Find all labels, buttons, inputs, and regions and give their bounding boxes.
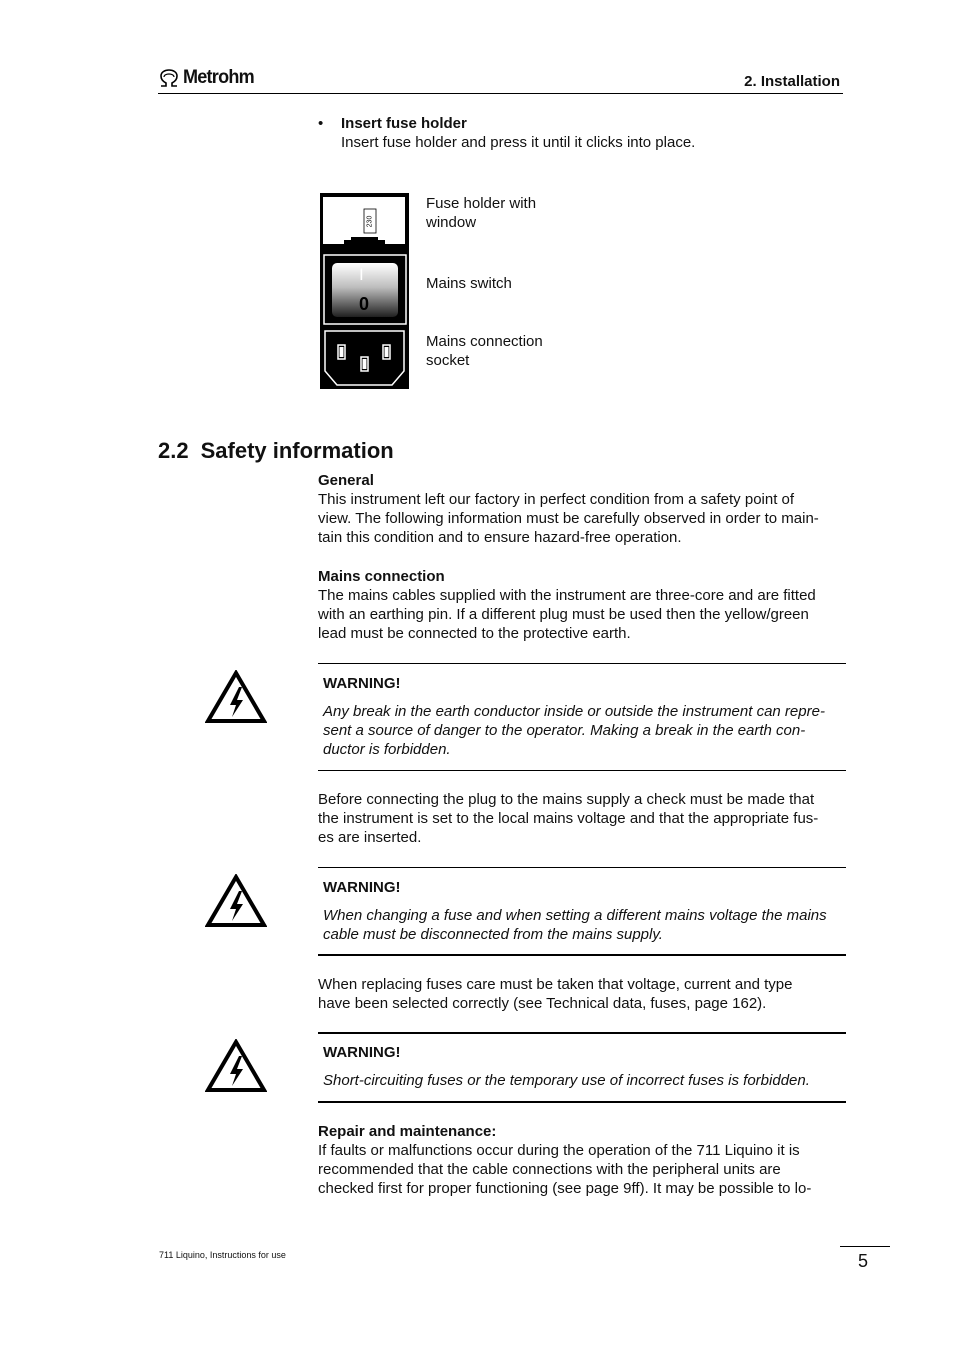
warning-box: WARNING! Any break in the earth conductor inside or outside the instrument can repre- sent a source of danger to the operator. Making a break in the earth con- ductor is forbidden. xyxy=(323,674,848,759)
repair-maintenance-block: Repair and maintenance: If faults or malfunctions occur during the operation of the 711 Liquino it is recommended that the cable connections with the peripheral units are checked first for proper functioning (see page 9ff). It may be possible to lo- xyxy=(318,1122,848,1198)
warning-rule-bottom xyxy=(318,954,846,956)
fuse-holder-label: Fuse holder with window xyxy=(426,195,537,231)
brand-name: Metrohm xyxy=(183,67,254,88)
header-divider xyxy=(158,93,843,94)
paragraph-before-connecting: Before connecting the plug to the mains supply a check must be made that the instrument is set to the local mains voltage and that the appropriate fus- es are inserted. xyxy=(318,791,819,846)
warning-box: WARNING! When changing a fuse and when setting a different mains voltage the mains cable must be disconnected from the mains supply. xyxy=(323,878,848,944)
mains-connection-heading: Mains connection xyxy=(318,568,445,585)
bullet: • xyxy=(318,115,324,132)
warning-rule-bottom xyxy=(318,770,846,771)
warning-title: WARNING! xyxy=(323,879,401,896)
warning-box: WARNING! Short-circuiting fuses or the temporary use of incorrect fuses is forbidden. xyxy=(323,1043,848,1090)
power-entry-module-figure xyxy=(320,193,409,389)
fuse-voltage-value: 230 xyxy=(366,215,374,227)
page-number-rule xyxy=(840,1246,890,1247)
general-heading: General xyxy=(318,472,374,489)
fuse-voltage-window xyxy=(364,209,376,233)
high-voltage-warning-icon xyxy=(205,1039,267,1093)
high-voltage-warning-icon xyxy=(205,670,267,724)
step-title: Insert fuse holder xyxy=(341,115,467,132)
high-voltage-warning-icon xyxy=(205,874,267,928)
warning-rule-bottom xyxy=(318,1101,846,1103)
warning-rule-top xyxy=(318,1032,846,1034)
page-number: 5 xyxy=(858,1251,869,1271)
step-text: Insert fuse holder and press it until it clicks into place. xyxy=(341,134,696,151)
warning-title: WARNING! xyxy=(323,1044,401,1061)
warning-rule-top xyxy=(318,867,846,868)
paragraph-replacing-fuses: When replacing fuses care must be taken that voltage, current and type have been selected correctly (see Technical data, fuses, page 162). xyxy=(318,976,793,1012)
warning-rule-top xyxy=(318,663,846,664)
metrohm-omega-icon xyxy=(158,68,180,88)
mains-switch-label: Mains switch xyxy=(426,275,512,292)
chapter-title: 2. Installation xyxy=(744,73,840,90)
warning-title: WARNING! xyxy=(323,675,401,692)
mains-connection-block: Mains connection The mains cables supplied with the instrument are three-core and are fitted with an earthing pin. If a different plug must be used then the yellow/green lead must be connected to the protective earth. xyxy=(318,567,848,643)
section-heading xyxy=(158,438,394,464)
metrohm-logo xyxy=(158,66,258,90)
section-title: Safety information xyxy=(200,438,394,463)
switch-off-mark: 0 xyxy=(359,294,370,314)
general-block: General This instrument left our factory in perfect condition from a safety point of view. The following information must be carefully observed in order to main- tain this condition and to ensure hazard-free operation. xyxy=(318,471,848,547)
section-number: 2.2 xyxy=(158,438,189,463)
repair-heading: Repair and maintenance: xyxy=(318,1123,497,1140)
switch-on-mark: I xyxy=(359,265,364,284)
mains-socket-label: Mains connection socket xyxy=(426,333,543,369)
footer-doc-title: 711 Liquino, Instructions for use xyxy=(159,1250,286,1260)
